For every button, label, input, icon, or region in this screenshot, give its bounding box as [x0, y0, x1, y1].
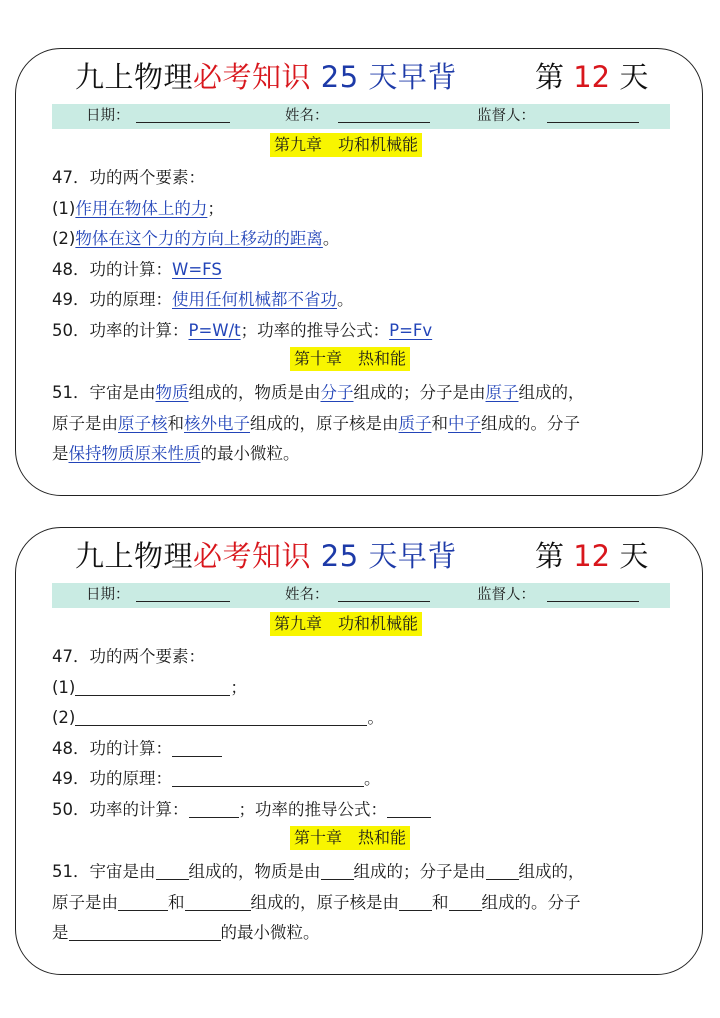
item-text: 。	[364, 769, 381, 788]
item-47-1	[52, 677, 247, 699]
item-text: 49．功的原理：	[52, 290, 172, 309]
answer-card	[15, 48, 703, 496]
item-text: 51．宇宙是由	[52, 383, 156, 402]
date-field[interactable]	[136, 601, 230, 602]
item-text: 48．功的计算：	[52, 260, 172, 279]
item-50	[52, 320, 432, 342]
item-text: 组成的，	[518, 862, 585, 881]
item-text: ；功率的推导公式：	[238, 800, 387, 819]
item-51-line-2	[52, 892, 581, 914]
item-text: 。	[322, 229, 340, 248]
item-text: 和	[168, 893, 185, 912]
item-text: 和	[432, 893, 449, 912]
item-49	[52, 289, 354, 311]
item-text: 组成的；分子是由	[353, 862, 486, 881]
name-field[interactable]	[338, 122, 430, 123]
answer-text: 作用在物体上的力	[75, 199, 208, 218]
answer-blank[interactable]	[185, 909, 251, 911]
item-47: 47．功的两个要素：	[52, 168, 205, 187]
main-title: 九上物理必考知识 25 天早背	[75, 539, 457, 573]
answer-text: 质子	[398, 414, 432, 433]
item-text: (1)	[52, 199, 76, 218]
item-text: 和	[431, 414, 448, 433]
item-text: 原子是由	[52, 414, 118, 433]
answer-text: 物质	[155, 383, 189, 402]
item-51-line-2	[52, 413, 580, 435]
item-text: ；	[207, 199, 224, 218]
answer-text: W=FS	[172, 260, 222, 279]
item-text: ；	[230, 678, 247, 697]
item-text: 原子是由	[52, 893, 118, 912]
answer-blank[interactable]	[156, 878, 189, 880]
item-text: 50．功率的计算：	[52, 321, 189, 340]
item-text: 的最小微粒。	[200, 444, 300, 463]
day-counter: 第 12 天	[535, 60, 649, 94]
item-text: 组成的，物质是由	[188, 862, 321, 881]
answer-blank[interactable]	[321, 878, 354, 880]
chapter-10-heading: 第十章 热和能	[290, 826, 410, 850]
supervisor-field[interactable]	[547, 122, 639, 123]
main-title: 九上物理必考知识 25 天早背	[75, 60, 457, 94]
item-text: 的最小微粒。	[220, 923, 320, 942]
name-label: 姓名：	[285, 108, 329, 124]
answer-blank[interactable]	[189, 816, 239, 818]
answer-blank[interactable]	[449, 909, 482, 911]
item-51-line-3	[52, 443, 300, 465]
item-text: (2)	[52, 229, 76, 248]
day-counter: 第 12 天	[535, 539, 649, 573]
item-text: 是	[52, 923, 69, 942]
item-text: 和	[167, 414, 184, 433]
answer-text: 保持物质原来性质	[68, 444, 201, 463]
answer-blank[interactable]	[387, 816, 431, 818]
name-field[interactable]	[338, 601, 430, 602]
answer-text: 分子	[320, 383, 354, 402]
answer-text: 原子	[485, 383, 519, 402]
answer-blank[interactable]	[486, 878, 519, 880]
answer-blank[interactable]	[399, 909, 432, 911]
item-text: 组成的，物质是由	[188, 383, 321, 402]
info-bar	[52, 583, 670, 608]
name-label: 姓名：	[285, 587, 329, 603]
answer-blank[interactable]	[75, 694, 230, 696]
item-text: 50．功率的计算：	[52, 800, 189, 819]
item-51-line-1	[52, 382, 585, 404]
item-text: 组成的。分子	[481, 414, 580, 433]
chapter-9-heading: 第九章 功和机械能	[270, 133, 422, 157]
answer-blank[interactable]	[172, 785, 364, 787]
item-48	[52, 738, 222, 760]
item-48	[52, 259, 222, 281]
item-text: 是	[52, 444, 69, 463]
chapter-9-heading: 第九章 功和机械能	[270, 612, 422, 636]
item-text: 组成的，	[518, 383, 585, 402]
item-51-line-3	[52, 922, 320, 944]
item-text: 49．功的原理：	[52, 769, 172, 788]
item-51-line-1	[52, 861, 585, 883]
item-47-2	[52, 228, 339, 250]
date-label: 日期：	[86, 587, 130, 603]
supervisor-field[interactable]	[547, 601, 639, 602]
card-title	[16, 49, 702, 99]
answer-text: 中子	[448, 414, 481, 433]
item-50	[52, 799, 431, 821]
item-text: 。	[337, 290, 354, 309]
item-text: 组成的；分子是由	[353, 383, 486, 402]
item-text: ；功率的推导公式：	[240, 321, 390, 340]
item-47-2	[52, 707, 384, 729]
answer-blank[interactable]	[172, 755, 222, 757]
chapter-10-heading: 第十章 热和能	[290, 347, 410, 371]
card-title	[16, 528, 702, 578]
answer-text: P=Fv	[389, 321, 433, 340]
date-field[interactable]	[136, 122, 230, 123]
item-text: 。	[367, 708, 384, 727]
answer-text: 使用任何机械都不省功	[172, 290, 337, 309]
supervisor-label: 监督人：	[477, 108, 535, 124]
answer-blank[interactable]	[75, 724, 367, 726]
supervisor-label: 监督人：	[477, 587, 535, 603]
item-47-1	[52, 198, 224, 220]
item-49	[52, 768, 381, 790]
answer-text: 核外电子	[184, 414, 250, 433]
item-text: 组成的，原子核是由	[250, 414, 399, 433]
item-text: (2)	[52, 708, 76, 727]
item-text: 组成的，原子核是由	[250, 893, 399, 912]
answer-blank[interactable]	[69, 939, 221, 941]
item-47: 47．功的两个要素：	[52, 647, 205, 666]
practice-card	[15, 527, 703, 975]
answer-text: 原子核	[118, 414, 168, 433]
item-text: 48．功的计算：	[52, 739, 172, 758]
item-text: (1)	[52, 678, 76, 697]
item-text: 51．宇宙是由	[52, 862, 156, 881]
answer-blank[interactable]	[118, 909, 168, 911]
item-text: 组成的。分子	[481, 893, 581, 912]
info-bar	[52, 104, 670, 129]
date-label: 日期：	[86, 108, 130, 124]
answer-text: P=W/t	[188, 321, 241, 340]
answer-text: 物体在这个力的方向上移动的距离	[75, 229, 323, 248]
